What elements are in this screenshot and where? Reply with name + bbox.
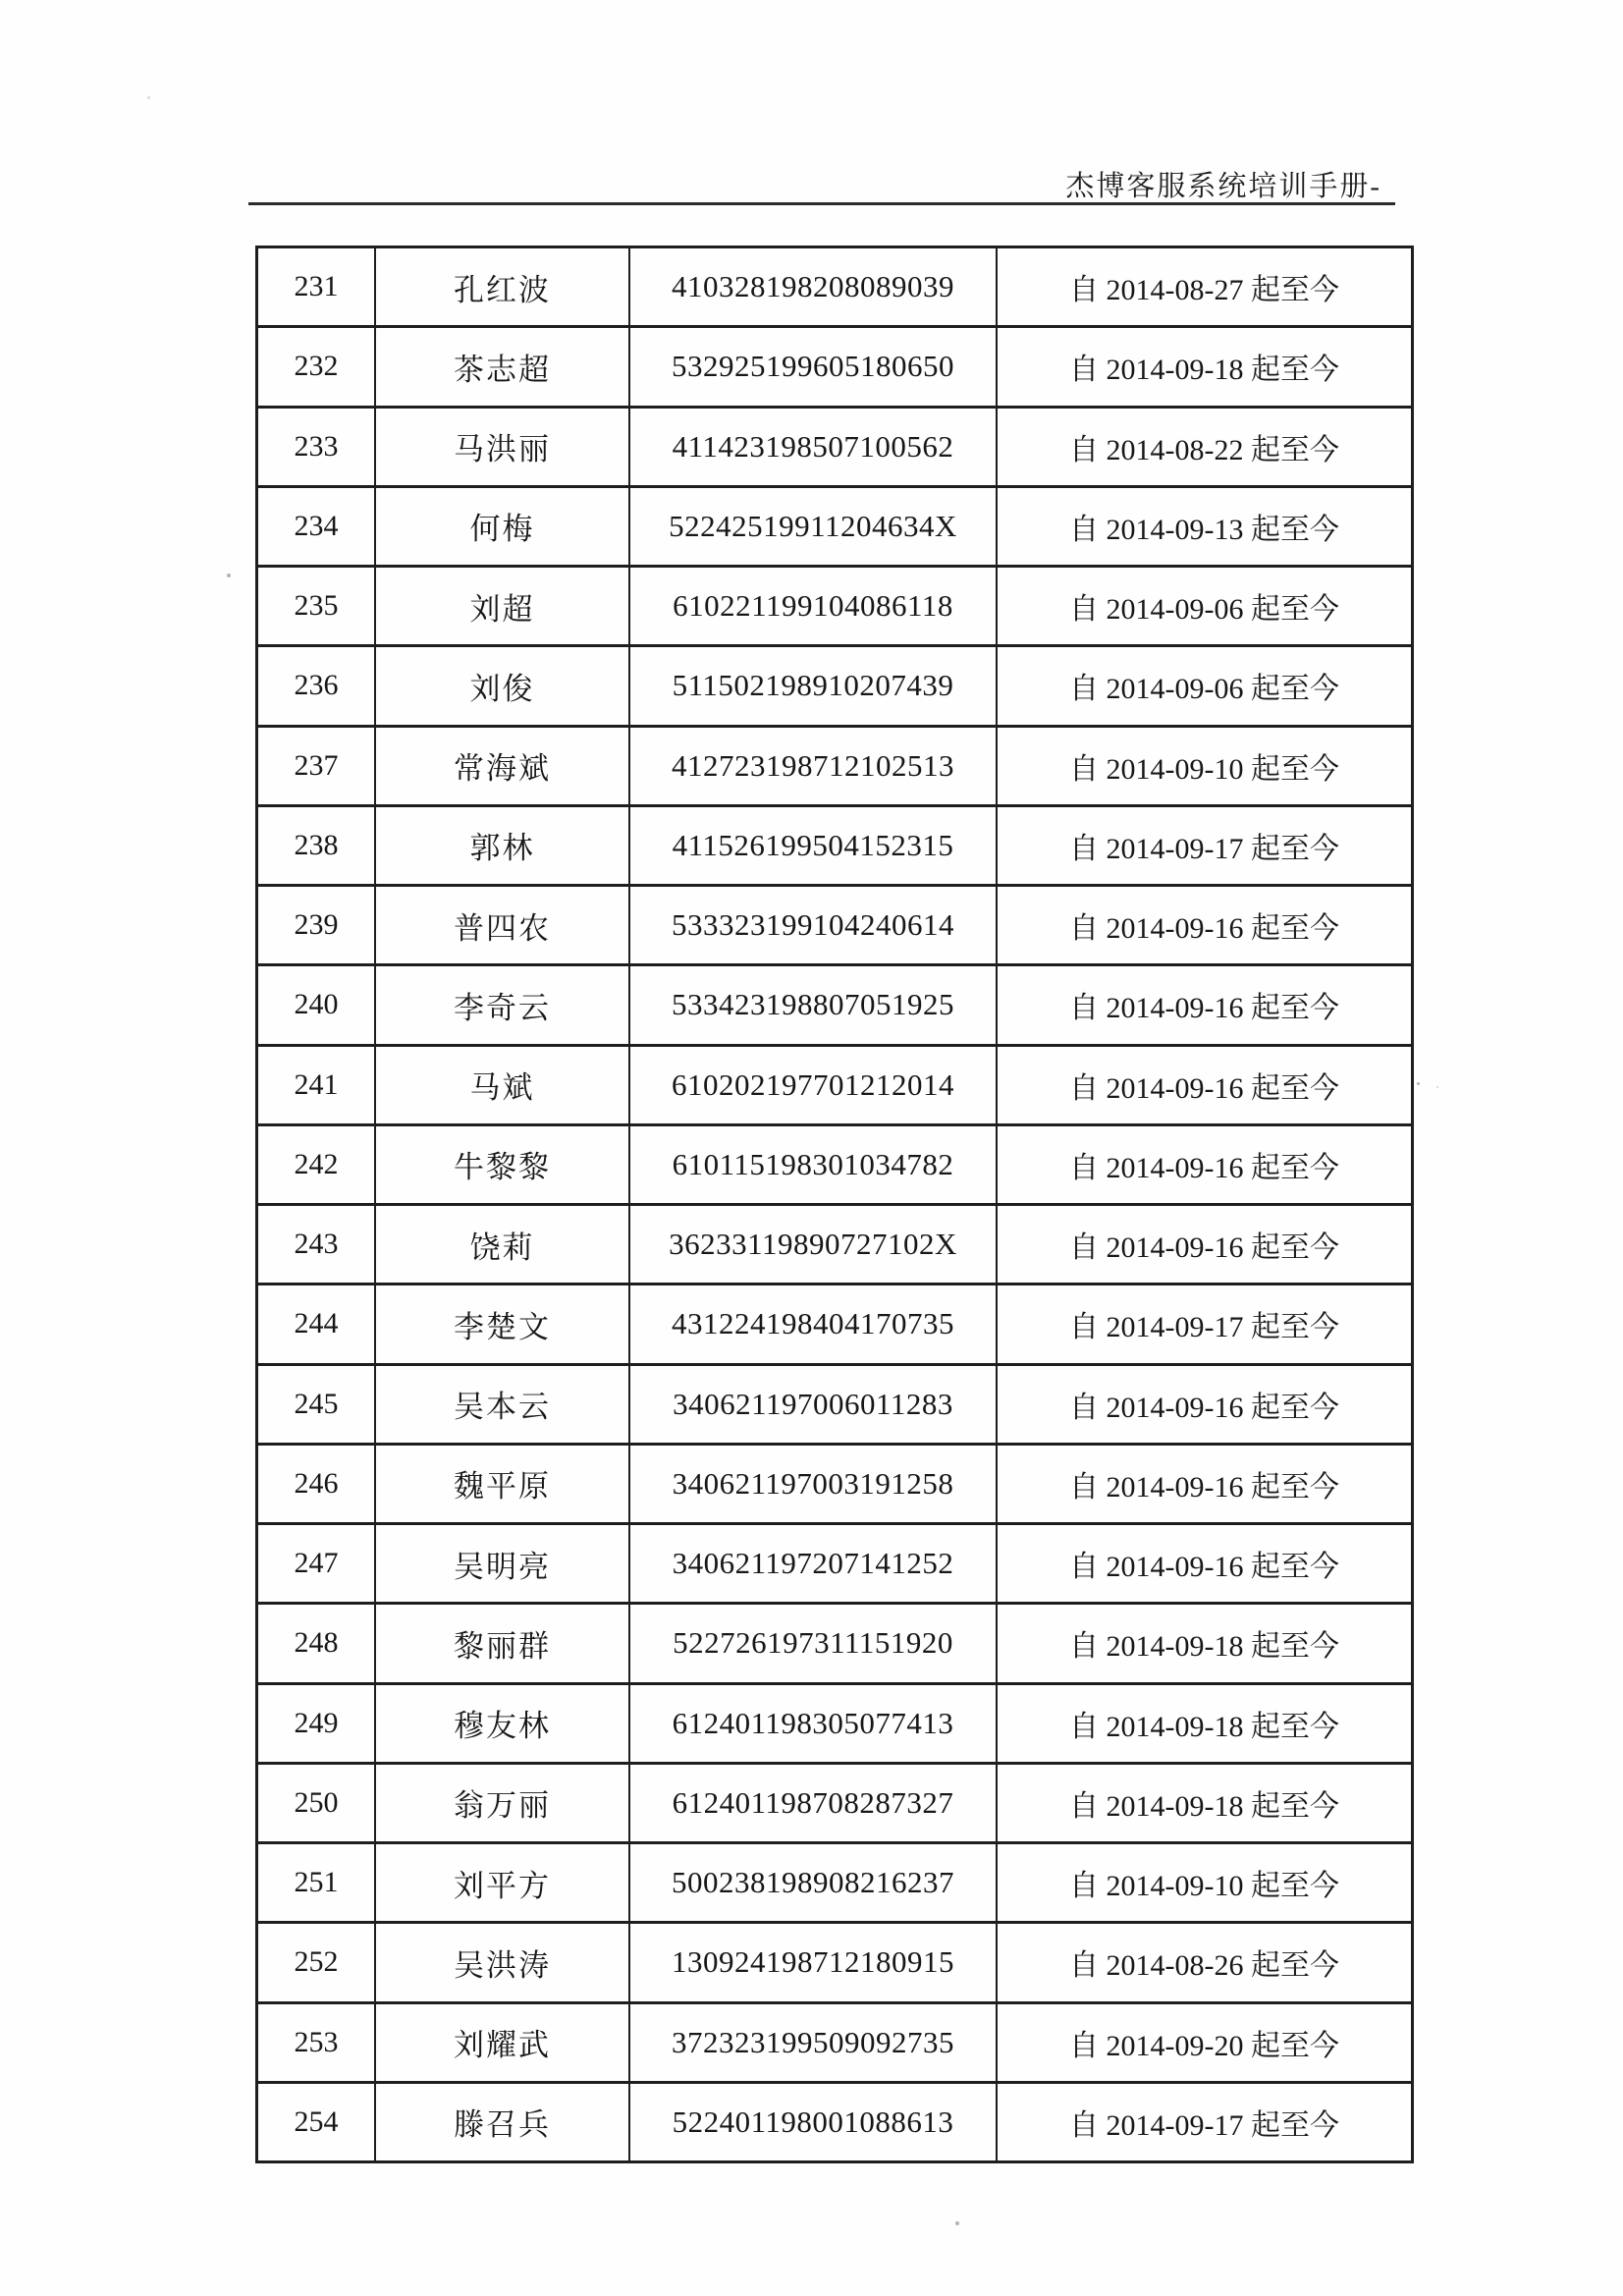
- name-cell: 马洪丽: [375, 407, 629, 486]
- name-cell: 刘超: [375, 567, 629, 646]
- index-cell: 236: [257, 646, 376, 726]
- id-cell: 500238198908216237: [629, 1843, 997, 1923]
- id-cell: 410328198208089039: [629, 247, 997, 327]
- name-cell: 吴本云: [375, 1364, 629, 1444]
- name-cell: 刘俊: [375, 646, 629, 726]
- table-row: [257, 1285, 1413, 1364]
- index-cell: 250: [257, 1763, 376, 1842]
- period-cell: 自 2014-09-20 起至今: [997, 2002, 1413, 2082]
- scan-speck: [147, 96, 150, 99]
- name-cell: 牛黎黎: [375, 1124, 629, 1204]
- index-cell: 245: [257, 1364, 376, 1444]
- name-cell: 穆友林: [375, 1683, 629, 1763]
- table-row: [257, 1604, 1413, 1683]
- name-cell: 翁万丽: [375, 1763, 629, 1842]
- name-cell: 常海斌: [375, 726, 629, 805]
- personnel-roster-table: [255, 246, 1414, 2163]
- id-cell: 612401198708287327: [629, 1763, 997, 1842]
- index-cell: 251: [257, 1843, 376, 1923]
- id-cell: 522726197311151920: [629, 1604, 997, 1683]
- index-cell: 241: [257, 1045, 376, 1124]
- id-cell: 340621197003191258: [629, 1444, 997, 1523]
- index-cell: 231: [257, 247, 376, 327]
- period-cell: 自 2014-08-27 起至今: [997, 247, 1413, 327]
- table-row: [257, 1444, 1413, 1523]
- page-header-title: 杰博客服系统培训手册-: [1065, 171, 1381, 202]
- name-cell: 马斌: [375, 1045, 629, 1124]
- table-row: [257, 2002, 1413, 2082]
- period-cell: 自 2014-09-16 起至今: [997, 1524, 1413, 1604]
- period-cell: 自 2014-09-18 起至今: [997, 1683, 1413, 1763]
- period-cell: 自 2014-08-22 起至今: [997, 407, 1413, 486]
- index-cell: 235: [257, 567, 376, 646]
- table-row: [257, 1124, 1413, 1204]
- period-cell: 自 2014-09-17 起至今: [997, 1285, 1413, 1364]
- period-cell: 自 2014-09-16 起至今: [997, 1205, 1413, 1285]
- table-row: [257, 1683, 1413, 1763]
- period-cell: 自 2014-09-16 起至今: [997, 965, 1413, 1045]
- index-cell: 233: [257, 407, 376, 486]
- table-row: [257, 327, 1413, 407]
- name-cell: 茶志超: [375, 327, 629, 407]
- table-row: [257, 1923, 1413, 2002]
- period-cell: 自 2014-09-17 起至今: [997, 805, 1413, 885]
- name-cell: 孔红波: [375, 247, 629, 327]
- id-cell: 522401198001088613: [629, 2082, 997, 2161]
- id-cell: 411423198507100562: [629, 407, 997, 486]
- name-cell: 何梅: [375, 486, 629, 566]
- index-cell: 232: [257, 327, 376, 407]
- name-cell: 普四农: [375, 886, 629, 965]
- name-cell: 李楚文: [375, 1285, 629, 1364]
- period-cell: 自 2014-09-16 起至今: [997, 1045, 1413, 1124]
- name-cell: 李奇云: [375, 965, 629, 1045]
- id-cell: 340621197006011283: [629, 1364, 997, 1444]
- table-row: [257, 407, 1413, 486]
- index-cell: 252: [257, 1923, 376, 2002]
- id-cell: 52242519911204634X: [629, 486, 997, 566]
- index-cell: 248: [257, 1604, 376, 1683]
- id-cell: 412723198712102513: [629, 726, 997, 805]
- scan-speck: [227, 574, 231, 577]
- index-cell: 238: [257, 805, 376, 885]
- period-cell: 自 2014-09-10 起至今: [997, 1843, 1413, 1923]
- table-row: [257, 1205, 1413, 1285]
- period-cell: 自 2014-09-06 起至今: [997, 567, 1413, 646]
- id-cell: 533323199104240614: [629, 886, 997, 965]
- id-cell: 372323199509092735: [629, 2002, 997, 2082]
- period-cell: 自 2014-09-17 起至今: [997, 2082, 1413, 2161]
- id-cell: 532925199605180650: [629, 327, 997, 407]
- id-cell: 610115198301034782: [629, 1124, 997, 1204]
- table-row: [257, 886, 1413, 965]
- scan-speck: [1417, 1082, 1420, 1085]
- table-row: [257, 646, 1413, 726]
- id-cell: 511502198910207439: [629, 646, 997, 726]
- table-row: [257, 1045, 1413, 1124]
- id-cell: 36233119890727102X: [629, 1205, 997, 1285]
- id-cell: 533423198807051925: [629, 965, 997, 1045]
- name-cell: 吴洪涛: [375, 1923, 629, 2002]
- index-cell: 247: [257, 1524, 376, 1604]
- table-row: [257, 805, 1413, 885]
- name-cell: 魏平原: [375, 1444, 629, 1523]
- index-cell: 254: [257, 2082, 376, 2161]
- table-row: [257, 965, 1413, 1045]
- index-cell: 243: [257, 1205, 376, 1285]
- table-row: [257, 567, 1413, 646]
- period-cell: 自 2014-09-10 起至今: [997, 726, 1413, 805]
- table-row: [257, 2082, 1413, 2161]
- period-cell: 自 2014-09-16 起至今: [997, 1444, 1413, 1523]
- index-cell: 253: [257, 2002, 376, 2082]
- id-cell: 340621197207141252: [629, 1524, 997, 1604]
- table-row: [257, 1524, 1413, 1604]
- name-cell: 滕召兵: [375, 2082, 629, 2161]
- period-cell: 自 2014-09-06 起至今: [997, 646, 1413, 726]
- name-cell: 饶莉: [375, 1205, 629, 1285]
- table-row: [257, 1763, 1413, 1842]
- index-cell: 237: [257, 726, 376, 805]
- period-cell: 自 2014-09-13 起至今: [997, 486, 1413, 566]
- name-cell: 刘耀武: [375, 2002, 629, 2082]
- name-cell: 刘平方: [375, 1843, 629, 1923]
- index-cell: 249: [257, 1683, 376, 1763]
- name-cell: 吴明亮: [375, 1524, 629, 1604]
- scan-speck: [1436, 1086, 1438, 1088]
- table-row: [257, 247, 1413, 327]
- table-row: [257, 1364, 1413, 1444]
- table-row: [257, 726, 1413, 805]
- period-cell: 自 2014-09-18 起至今: [997, 1763, 1413, 1842]
- period-cell: 自 2014-09-18 起至今: [997, 327, 1413, 407]
- index-cell: 246: [257, 1444, 376, 1523]
- id-cell: 612401198305077413: [629, 1683, 997, 1763]
- period-cell: 自 2014-09-18 起至今: [997, 1604, 1413, 1683]
- index-cell: 234: [257, 486, 376, 566]
- id-cell: 431224198404170735: [629, 1285, 997, 1364]
- period-cell: 自 2014-09-16 起至今: [997, 1124, 1413, 1204]
- period-cell: 自 2014-09-16 起至今: [997, 886, 1413, 965]
- table-row: [257, 486, 1413, 566]
- id-cell: 610221199104086118: [629, 567, 997, 646]
- index-cell: 239: [257, 886, 376, 965]
- table-body: [257, 247, 1413, 2162]
- index-cell: 244: [257, 1285, 376, 1364]
- name-cell: 郭林: [375, 805, 629, 885]
- id-cell: 130924198712180915: [629, 1923, 997, 2002]
- id-cell: 610202197701212014: [629, 1045, 997, 1124]
- id-cell: 411526199504152315: [629, 805, 997, 885]
- scan-speck: [955, 2221, 959, 2225]
- index-cell: 240: [257, 965, 376, 1045]
- period-cell: 自 2014-09-16 起至今: [997, 1364, 1413, 1444]
- header-rule: [248, 202, 1395, 205]
- name-cell: 黎丽群: [375, 1604, 629, 1683]
- index-cell: 242: [257, 1124, 376, 1204]
- period-cell: 自 2014-08-26 起至今: [997, 1923, 1413, 2002]
- table-row: [257, 1843, 1413, 1923]
